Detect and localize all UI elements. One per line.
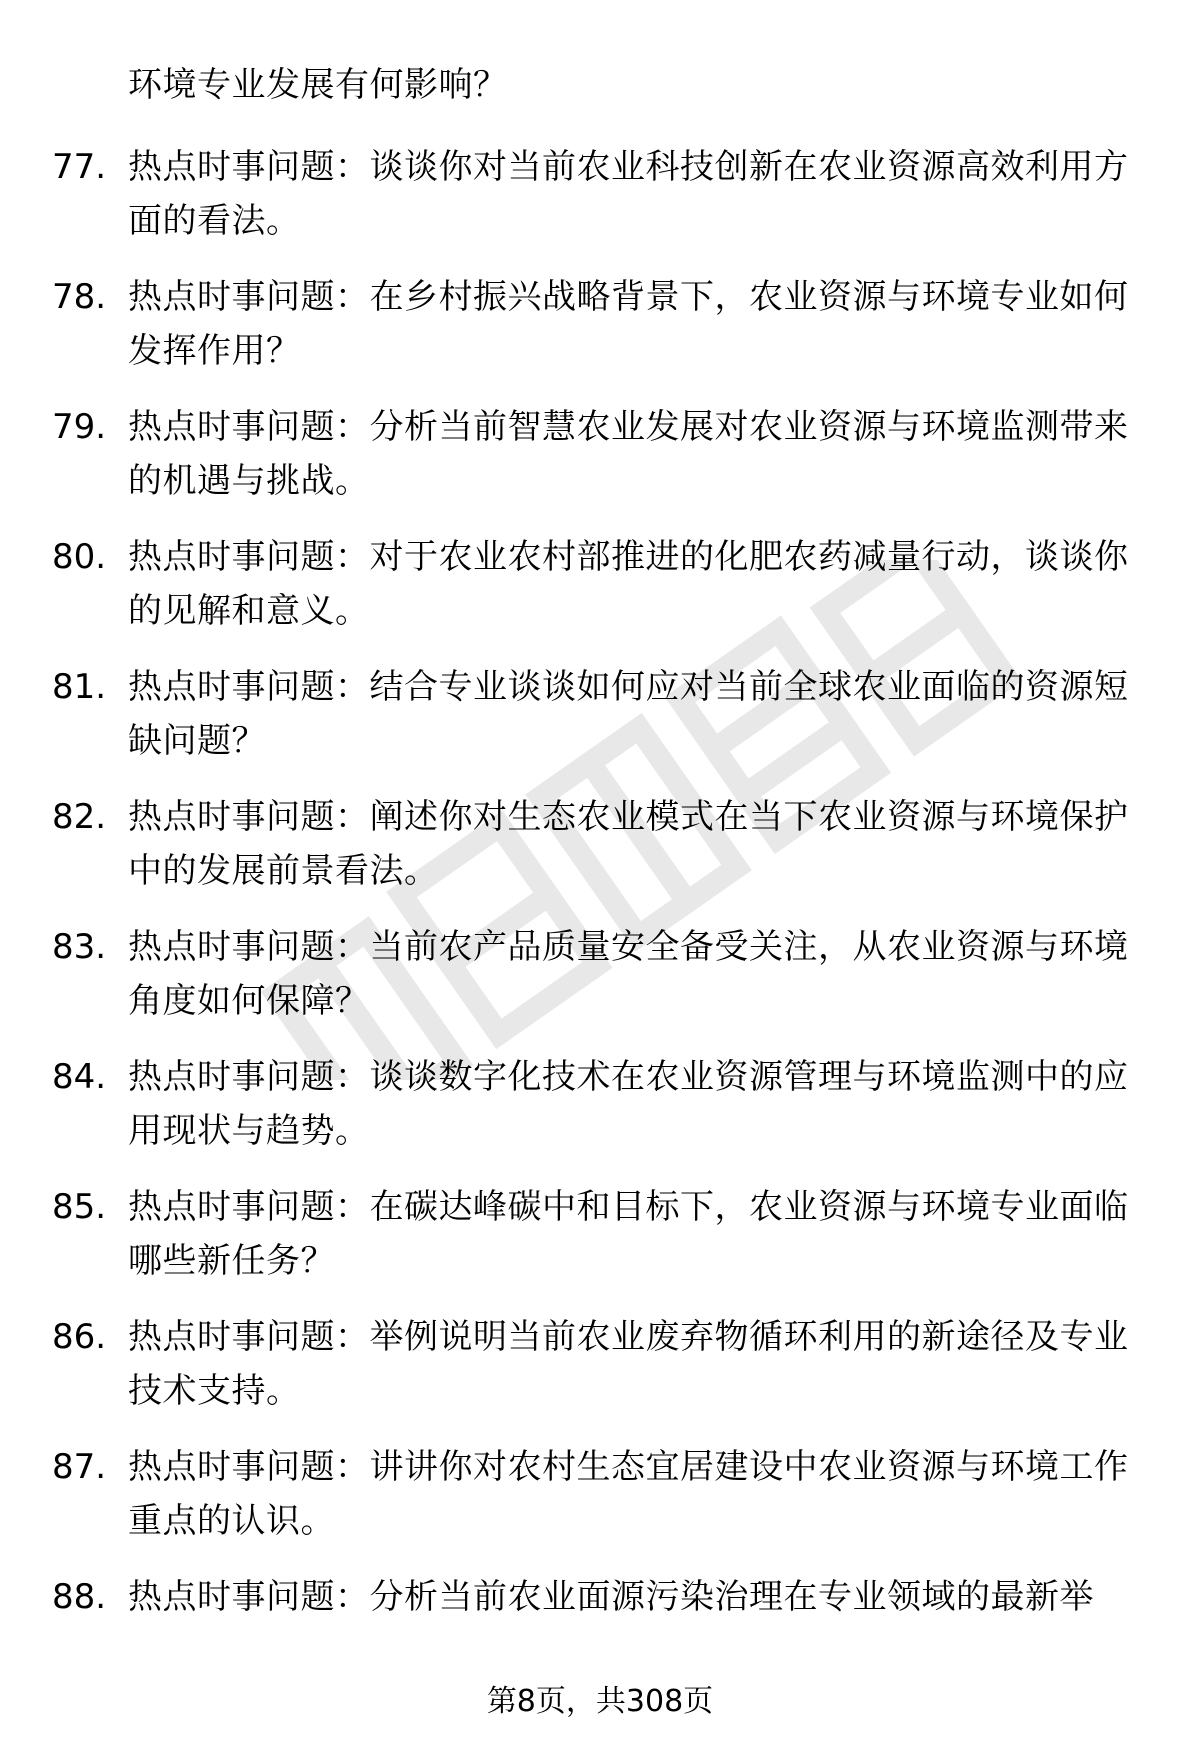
list-item bbox=[0, 1310, 1200, 1418]
question-text: 热点时事问题：对于农业农村部推进的化肥农药减量行动，谈谈你的见解和意义。 bbox=[128, 537, 1129, 631]
question-text: 热点时事问题：分析当前智慧农业发展对农业资源与环境监测带来的机遇与挑战。 bbox=[128, 407, 1129, 501]
list-item bbox=[0, 790, 1200, 898]
question-list bbox=[0, 140, 1200, 1700]
question-text: 热点时事问题：讲讲你对农村生态宜居建设中农业资源与环境工作重点的认识。 bbox=[128, 1447, 1129, 1541]
list-item bbox=[0, 140, 1200, 248]
question-number: 78. bbox=[52, 277, 107, 317]
list-item bbox=[0, 400, 1200, 508]
question-text: 热点时事问题：分析当前农业面源污染治理在专业领域的最新举 bbox=[128, 1577, 1094, 1617]
list-item bbox=[0, 1180, 1200, 1288]
list-item bbox=[0, 1050, 1200, 1158]
list-item bbox=[0, 1440, 1200, 1548]
question-number: 82. bbox=[52, 797, 107, 837]
list-item bbox=[0, 920, 1200, 1028]
question-text: 热点时事问题：在乡村振兴战略背景下，农业资源与环境专业如何发挥作用？ bbox=[128, 277, 1129, 371]
question-number: 88. bbox=[52, 1577, 107, 1617]
question-number: 86. bbox=[52, 1317, 107, 1357]
question-text: 热点时事问题：结合专业谈谈如何应对当前全球农业面临的资源短缺问题？ bbox=[128, 667, 1129, 761]
list-item bbox=[0, 660, 1200, 768]
list-item bbox=[0, 270, 1200, 378]
list-item bbox=[0, 530, 1200, 638]
question-number: 77. bbox=[52, 147, 107, 187]
question-text: 热点时事问题：当前农产品质量安全备受关注，从农业资源与环境角度如何保障？ bbox=[128, 927, 1129, 1021]
question-number: 87. bbox=[52, 1447, 107, 1487]
list-item bbox=[0, 1570, 1200, 1678]
page-footer: 第8页，共308页 bbox=[486, 1684, 714, 1719]
question-text: 热点时事问题：谈谈数字化技术在农业资源管理与环境监测中的应用现状与趋势。 bbox=[128, 1057, 1129, 1151]
continued-question-text: 环境专业发展有何影响？ bbox=[128, 65, 508, 105]
question-text: 热点时事问题：谈谈你对当前农业科技创新在农业资源高效利用方面的看法。 bbox=[128, 147, 1129, 241]
question-number: 85. bbox=[52, 1187, 107, 1227]
question-number: 80. bbox=[52, 537, 107, 577]
question-text: 热点时事问题：阐述你对生态农业模式在当下农业资源与环境保护中的发展前景看法。 bbox=[128, 797, 1129, 891]
question-number: 83. bbox=[52, 927, 107, 967]
question-text: 热点时事问题：在碳达峰碳中和目标下，农业资源与环境专业面临哪些新任务？ bbox=[128, 1187, 1129, 1281]
question-number: 84. bbox=[52, 1057, 107, 1097]
question-number: 79. bbox=[52, 407, 107, 447]
question-number: 81. bbox=[52, 667, 107, 707]
question-text: 热点时事问题：举例说明当前农业废弃物循环利用的新途径及专业技术支持。 bbox=[128, 1317, 1129, 1411]
